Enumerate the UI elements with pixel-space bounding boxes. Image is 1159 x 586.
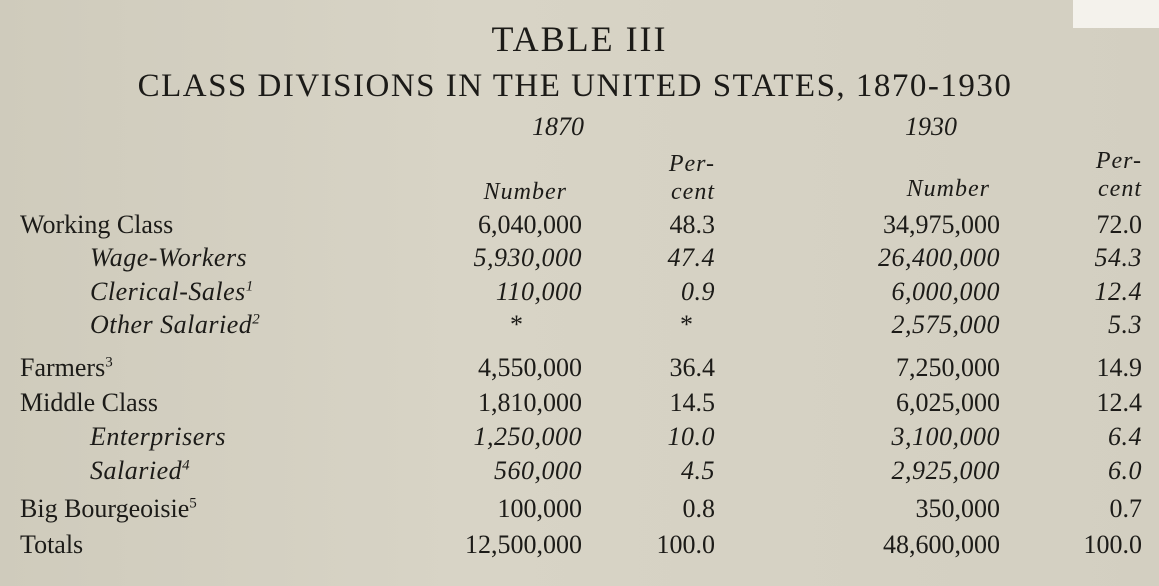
row-label [20, 353, 113, 383]
table-row [0, 243, 1159, 275]
percent-header-1930 [1030, 147, 1142, 203]
table-subtitle: CLASS DIVISIONS IN THE UNITED STATES, 1870-1930 [137, 68, 1013, 104]
number-1870: 4,550,000 [478, 353, 582, 382]
number-1870: 110,000 [495, 277, 582, 306]
percent-1870: 47.4 [667, 243, 715, 272]
year-1930-header: 1930 [905, 112, 957, 141]
percent-1870: 10.0 [667, 422, 715, 451]
row-label: Totals [20, 530, 84, 559]
number-1930: 2,925,000 [891, 456, 1000, 485]
number-1930: 7,250,000 [896, 353, 1000, 382]
percent-header-line1: Per- [668, 151, 715, 177]
row-label: Enterprisers [90, 422, 226, 451]
number-1930: 34,975,000 [883, 210, 1000, 239]
year-1870-header: 1870 [532, 112, 584, 141]
number-header-1930: Number [906, 176, 990, 202]
percent-1870: 4.5 [681, 456, 715, 485]
percent-1930: 6.4 [1108, 422, 1142, 451]
table-row-totals [0, 530, 1159, 562]
table-row [0, 210, 1159, 242]
footnote-marker: 4 [182, 457, 191, 474]
row-label-text: Other Salaried [90, 310, 253, 339]
table-row [0, 456, 1159, 488]
table-row [0, 494, 1159, 526]
percent-1870: 0.9 [681, 277, 715, 306]
percent-1870: * [680, 310, 694, 339]
number-1930: 3,100,000 [891, 422, 1000, 451]
number-1870: 100,000 [497, 494, 582, 523]
row-label [20, 494, 197, 524]
table-row [0, 277, 1159, 309]
percent-1870: 36.4 [669, 353, 715, 382]
number-header-1870: Number [483, 179, 567, 205]
percent-1930: 0.7 [1109, 494, 1142, 523]
row-label-text: Clerical-Sales [90, 277, 246, 306]
number-1870: 1,250,000 [473, 422, 582, 451]
percent-1870: 48.3 [669, 210, 715, 239]
number-1930: 26,400,000 [878, 243, 1000, 272]
percent-1870: 100.0 [656, 530, 715, 559]
number-1930: 350,000 [915, 494, 1000, 523]
footnote-marker: 1 [245, 278, 254, 295]
row-label [90, 277, 254, 307]
number-1930: 48,600,000 [883, 530, 1000, 559]
number-1870: 12,500,000 [465, 530, 582, 559]
percent-header-1870 [600, 150, 715, 206]
percent-1930: 72.0 [1096, 210, 1142, 239]
percent-1930: 14.9 [1096, 353, 1142, 382]
table-row [0, 353, 1159, 385]
percent-1870: 0.8 [682, 494, 715, 523]
footnote-marker: 2 [252, 311, 261, 328]
row-label [90, 310, 260, 340]
footnote-marker: 5 [189, 495, 197, 512]
table-title: TABLE III [491, 19, 668, 59]
percent-1930: 100.0 [1083, 530, 1142, 559]
number-1870: 5,930,000 [473, 243, 582, 272]
table-row [0, 388, 1159, 420]
row-label-text: Salaried [90, 456, 183, 485]
row-label [90, 456, 190, 486]
percent-1930: 5.3 [1108, 310, 1142, 339]
percent-1930: 54.3 [1094, 243, 1142, 272]
percent-header-line2: cent [671, 179, 715, 205]
row-label-text: Farmers [20, 353, 106, 382]
percent-1930: 6.0 [1108, 456, 1142, 485]
row-label: Wage-Workers [90, 243, 248, 272]
number-1870: * [510, 310, 524, 339]
number-1930: 6,025,000 [896, 388, 1000, 417]
percent-1930: 12.4 [1094, 277, 1142, 306]
percent-1930: 12.4 [1096, 388, 1142, 417]
number-1870: 6,040,000 [478, 210, 582, 239]
percent-header-line2: cent [1098, 176, 1142, 202]
footnote-marker: 3 [105, 354, 113, 371]
percent-header-line1: Per- [1095, 148, 1142, 174]
percent-1870: 14.5 [669, 388, 715, 417]
row-label-text: Big Bourgeoisie [20, 494, 190, 523]
row-label: Working Class [20, 210, 174, 239]
number-1870: 1,810,000 [478, 388, 582, 417]
table-row [0, 310, 1159, 342]
number-1870: 560,000 [494, 456, 582, 485]
number-1930: 6,000,000 [891, 277, 1000, 306]
table-row [0, 422, 1159, 454]
row-label: Middle Class [20, 388, 158, 417]
number-1930: 2,575,000 [891, 310, 1000, 339]
